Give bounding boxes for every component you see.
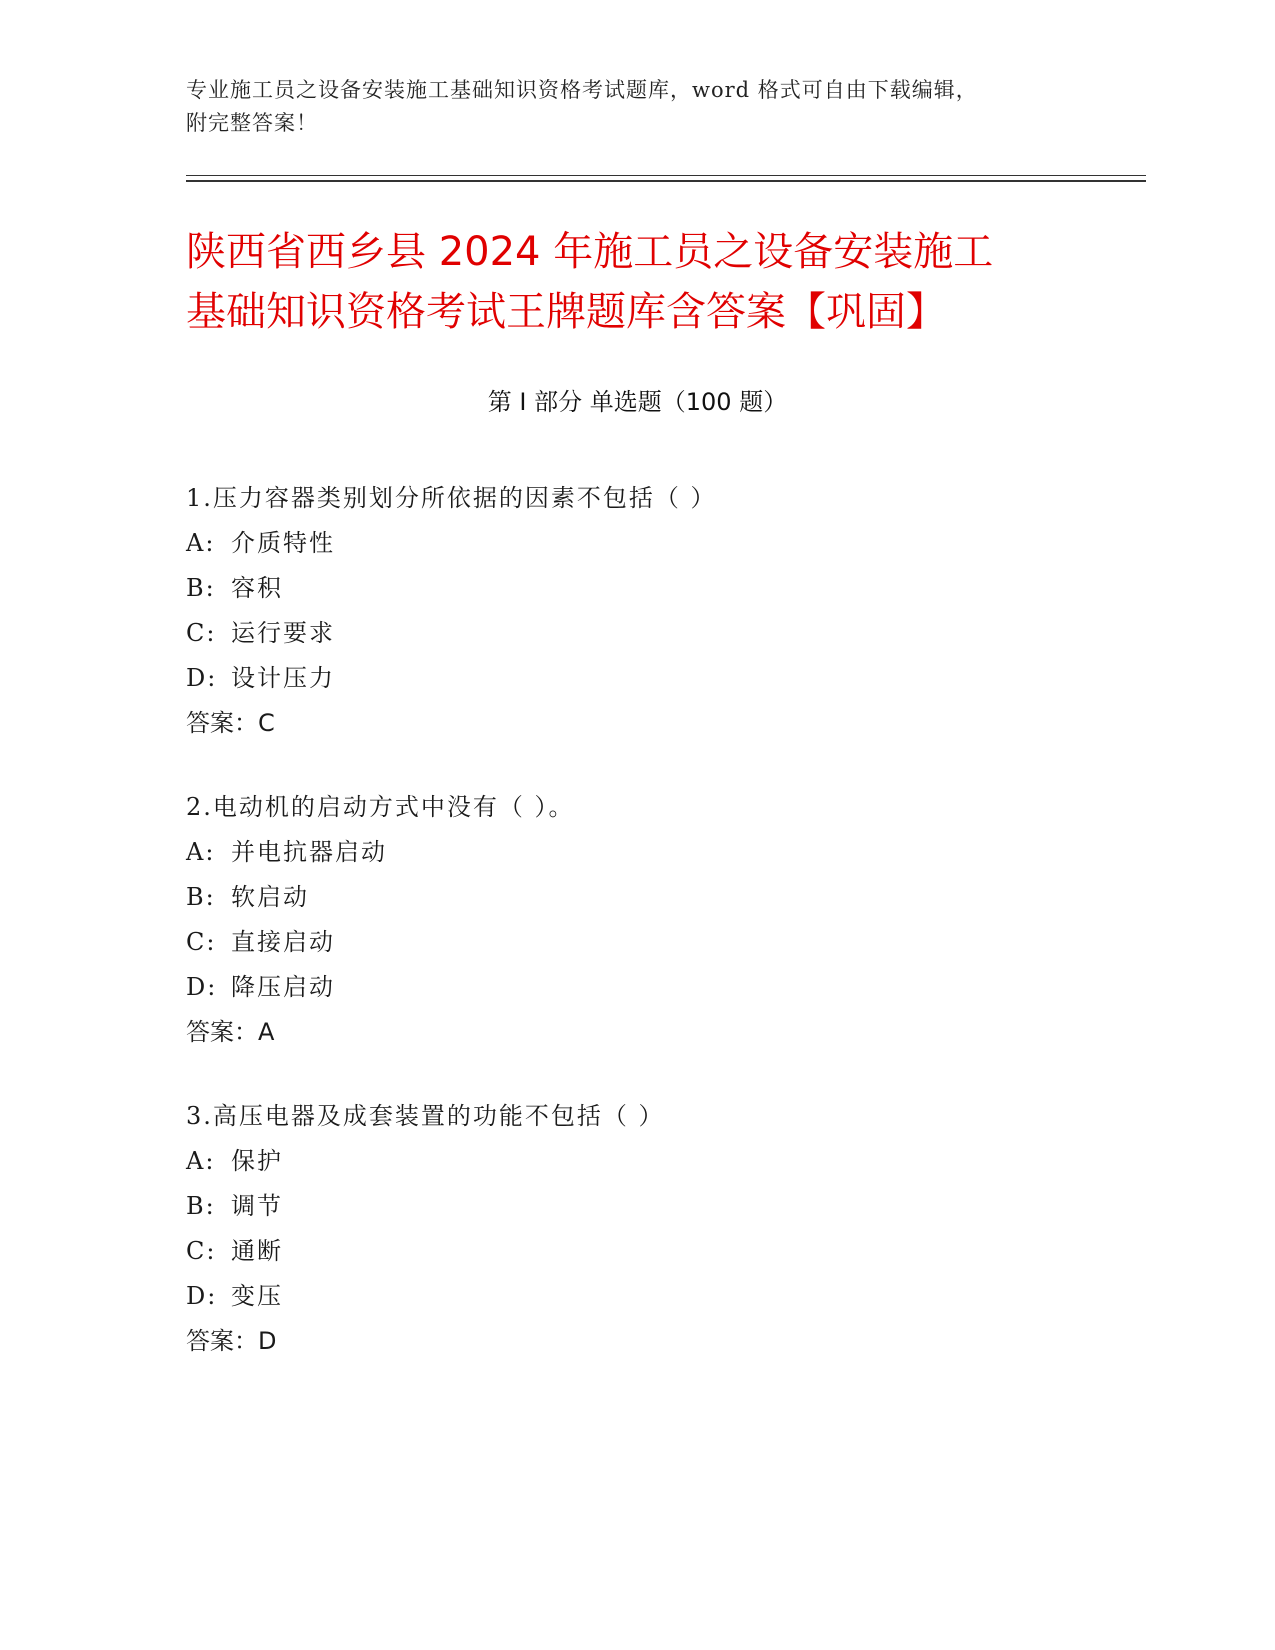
option-letter: D: <box>186 1282 218 1310</box>
question-item <box>186 476 1106 746</box>
option-a <box>186 1139 1106 1184</box>
option-b <box>186 1184 1106 1229</box>
document-title <box>186 222 1086 342</box>
option-text: 介质特性 <box>231 529 335 557</box>
answer-line: 答案：C <box>186 709 275 737</box>
option-a <box>186 521 1106 566</box>
option-text: 软启动 <box>231 883 309 911</box>
option-text: 保护 <box>231 1147 283 1175</box>
option-letter: A: <box>186 1147 216 1175</box>
option-text: 调节 <box>231 1192 283 1220</box>
option-text: 设计压力 <box>231 664 335 692</box>
question-list <box>186 476 1106 1403</box>
option-text: 并电抗器启动 <box>231 838 387 866</box>
question-item <box>186 1094 1106 1364</box>
answer-line: 答案：A <box>186 1018 275 1046</box>
option-text: 运行要求 <box>231 619 335 647</box>
option-a <box>186 830 1106 875</box>
header-divider-thick <box>186 180 1146 182</box>
option-letter: B: <box>186 1192 216 1220</box>
option-letter: C: <box>186 619 217 647</box>
option-c <box>186 611 1106 656</box>
option-b <box>186 566 1106 611</box>
option-d <box>186 965 1106 1010</box>
option-letter: C: <box>186 928 217 956</box>
question-stem: 3.高压电器及成套装置的功能不包括（ ） <box>186 1102 665 1130</box>
header-note <box>186 74 1086 140</box>
option-text: 容积 <box>231 574 283 602</box>
header-divider-thin <box>186 175 1146 176</box>
question-item <box>186 785 1106 1055</box>
header-note-line-2: 附完整答案！ <box>186 111 318 135</box>
option-text: 直接启动 <box>231 928 335 956</box>
question-stem: 2.电动机的启动方式中没有（ ）。 <box>186 793 575 821</box>
header-note-line-1: 专业施工员之设备安装施工基础知识资格考试题库，word 格式可自由下载编辑， <box>186 78 978 102</box>
option-c <box>186 920 1106 965</box>
answer-line: 答案：D <box>186 1327 277 1355</box>
option-text: 变压 <box>231 1282 283 1310</box>
option-letter: D: <box>186 664 218 692</box>
option-d <box>186 1274 1106 1319</box>
option-letter: C: <box>186 1237 217 1265</box>
section-heading: 第 I 部分 单选题（100 题） <box>487 388 788 416</box>
question-stem: 1.压力容器类别划分所依据的因素不包括（ ） <box>186 484 717 512</box>
option-letter: D: <box>186 973 218 1001</box>
option-c <box>186 1229 1106 1274</box>
option-text: 通断 <box>231 1237 283 1265</box>
option-letter: B: <box>186 883 216 911</box>
option-letter: A: <box>186 529 216 557</box>
option-letter: B: <box>186 574 216 602</box>
option-b <box>186 875 1106 920</box>
option-letter: A: <box>186 838 216 866</box>
option-d <box>186 656 1106 701</box>
title-line-2: 基础知识资格考试王牌题库含答案【巩固】 <box>186 289 946 335</box>
option-text: 降压启动 <box>231 973 335 1001</box>
title-line-1: 陕西省西乡县 2024 年施工员之设备安装施工 <box>186 229 994 275</box>
